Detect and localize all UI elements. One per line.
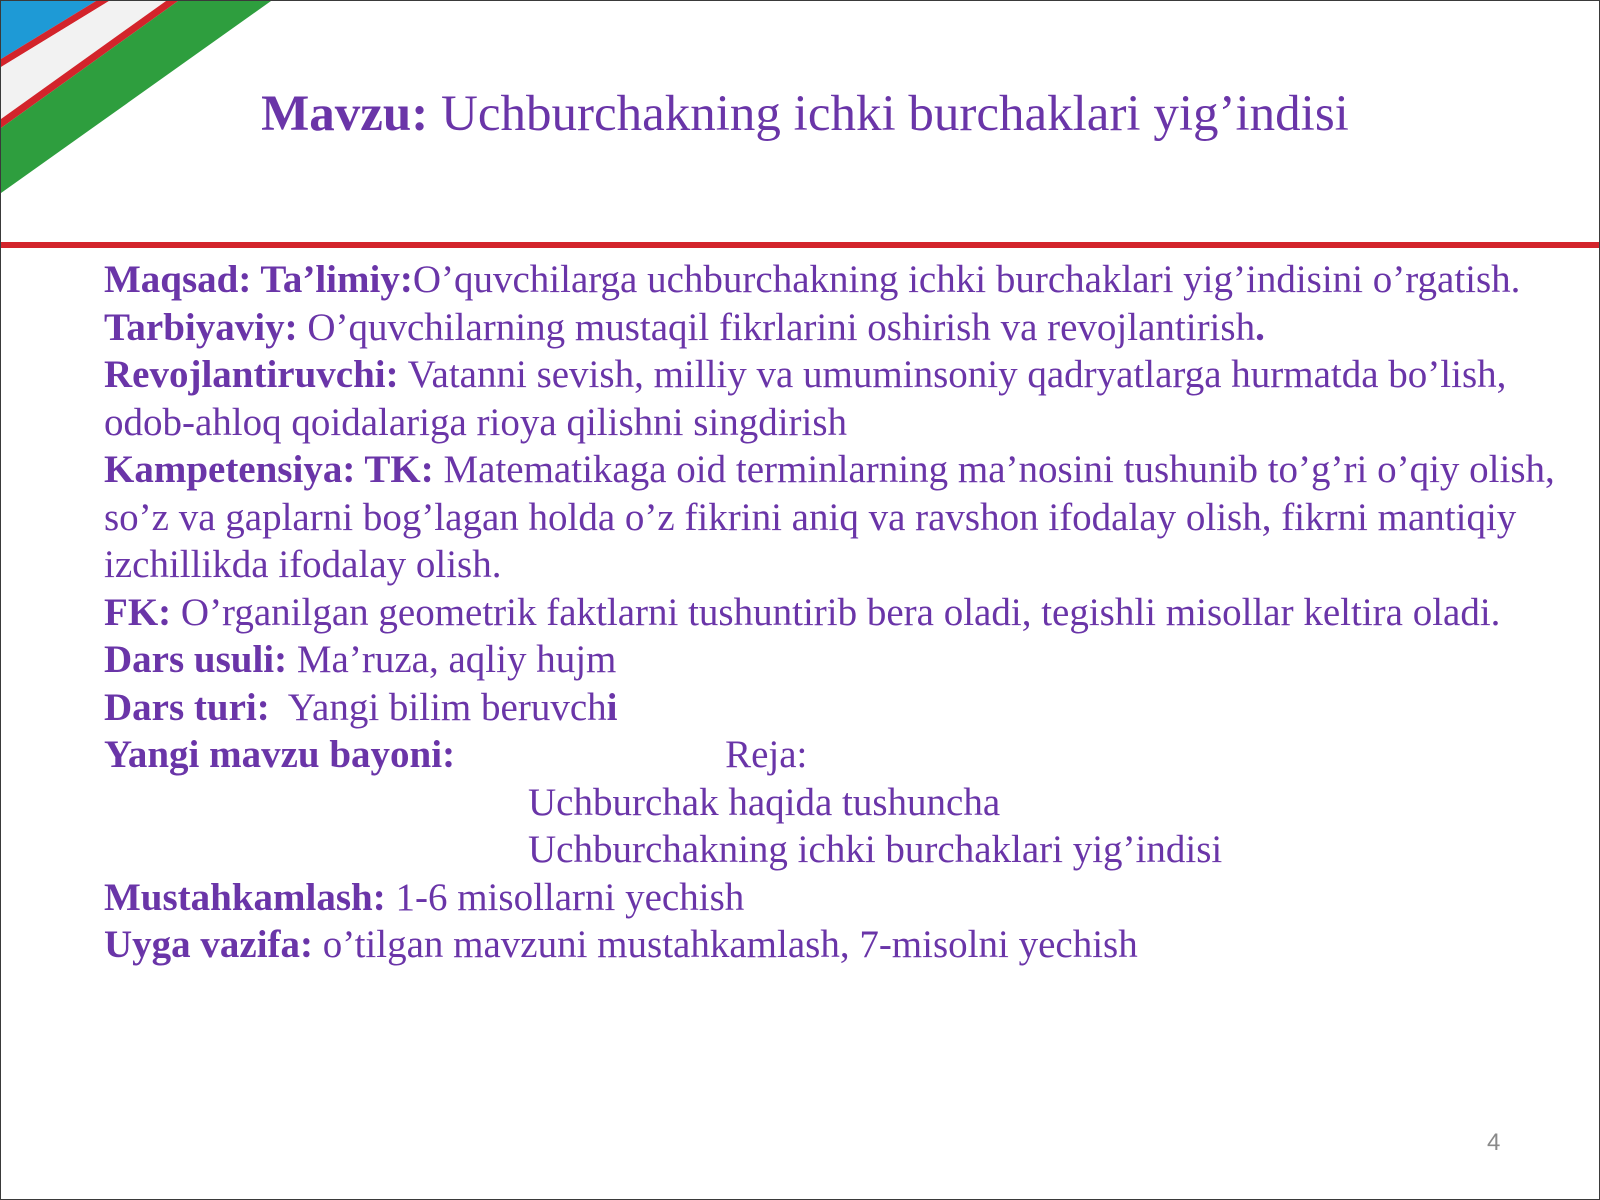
dars-turi-label: Dars turi: [104, 685, 270, 729]
lesson-plan-body [104, 256, 1584, 969]
tarbiyaviy-text: O’quvchilarning mustaqil fikrlarini oshirish va revojlantirish [297, 305, 1256, 349]
maqsad-paragraph [104, 256, 1584, 304]
fk-paragraph [104, 589, 1584, 637]
title-label: Mavzu: [261, 86, 429, 142]
tarbiyaviy-end: . [1255, 305, 1265, 349]
mustahkamlash-text: 1-6 misollarni yechish [385, 875, 745, 919]
revojlantiruvchi-text: Vatanni sevish, milliy va umuminsoniy qadryatlarga hurmatda bo’lish, odob-ahloq qoidalariga rioya qilishni singdirish [104, 353, 1507, 444]
page-number: 4 [1487, 1129, 1501, 1156]
dars-turi-text: Yangi bilim beruvch [269, 685, 607, 729]
reja-item: Uchburchakning ichki burchaklari yig’indisi [528, 828, 1223, 871]
revojlantiruvchi-paragraph [104, 351, 1584, 446]
maqsad-text: O’quvchilarga uchburchakning ichki burchaklari yig’indisini o’rgatish. [412, 258, 1521, 301]
dars-turi-end: i [606, 685, 618, 729]
yangi-mavzu-paragraph [104, 731, 1584, 779]
title-text: Uchburchakning ichki burchaklari yig’indisi [428, 86, 1349, 142]
reja-item: Uchburchak haqida tushuncha [528, 780, 1001, 824]
mustahkamlash-label: Mustahkamlash: [104, 875, 386, 919]
uyga-vazifa-paragraph [104, 921, 1584, 969]
yangi-mavzu-label: Yangi mavzu bayoni: [104, 733, 456, 776]
tarbiyaviy-paragraph [104, 304, 1584, 352]
mustahkamlash-paragraph [104, 874, 1584, 922]
kampetensiya-paragraph [104, 446, 1584, 589]
title-divider [1, 242, 1599, 248]
uyga-vazifa-text: o’tilgan mavzuni mustahkamlash, 7-misolni yechish [313, 923, 1138, 966]
fk-label: FK: [104, 590, 172, 634]
dars-usuli-text: Ma’ruza, aqliy hujm [287, 638, 617, 681]
kampetensiya-text: Matematikaga oid terminlarning ma’nosini tushunib to’g’ri o’qiy olish, so’z va gaplarni bog’lagan holda o’z fikrini aniq va ravshon ifodalay olish, fikrni mantiqiy izchillikda ifodalay olish. [104, 448, 1555, 586]
tarbiyaviy-label: Tarbiyaviy: [104, 305, 298, 349]
fk-text: O’rganilgan geometrik faktlarni tushuntirib bera oladi, tegishli misollar keltira oladi. [171, 590, 1501, 634]
kampetensiya-label: Kampetensiya: TK: [104, 448, 434, 491]
uyga-vazifa-label: Uyga vazifa: [104, 923, 314, 966]
slide-title [1, 85, 1599, 143]
reja-heading: Reja: [725, 733, 808, 776]
maqsad-label: Maqsad: Ta’limiy: [104, 258, 413, 301]
revojlantiruvchi-label: Revojlantiruvchi: [104, 353, 399, 396]
dars-turi-paragraph [104, 684, 1584, 732]
dars-usuli-label: Dars usuli: [104, 638, 288, 681]
dars-usuli-paragraph [104, 636, 1584, 684]
